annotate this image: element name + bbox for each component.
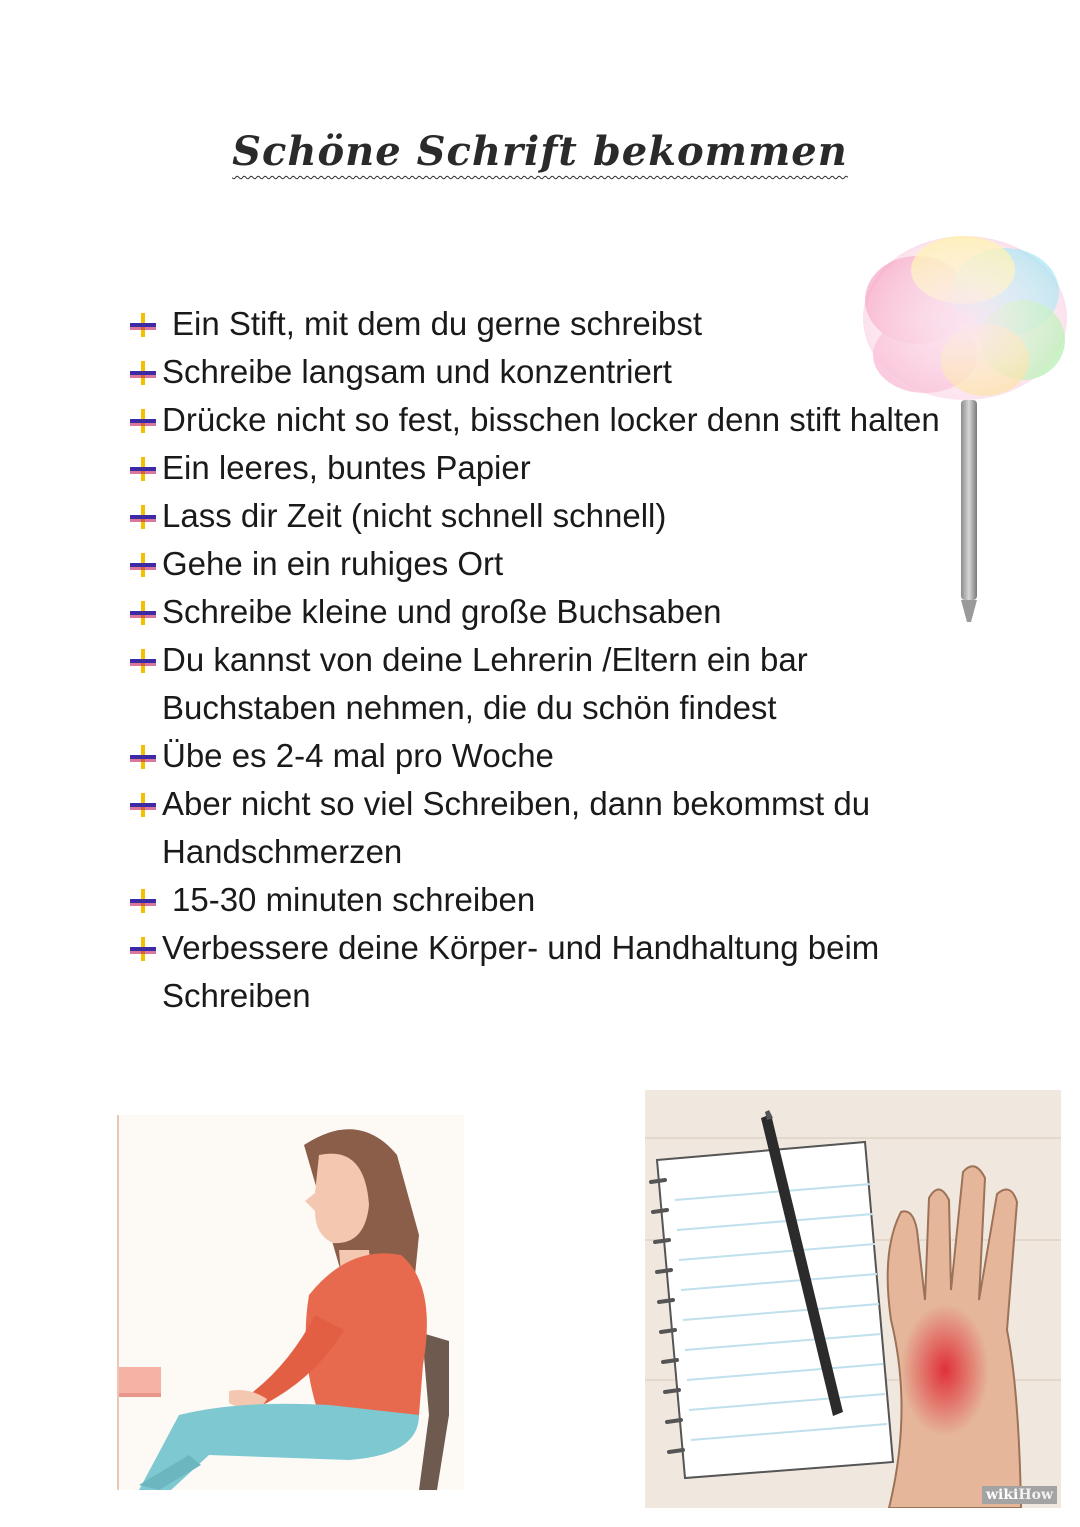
page-title: Schöne Schrift bekommen — [232, 128, 848, 175]
tip-text: Ein leeres, buntes Papier — [162, 449, 531, 486]
tip-text: Drücke nicht so fest, bisschen locker denn stift halten — [162, 401, 940, 438]
sitting-woman-icon — [119, 1115, 464, 1490]
tip-text: Lass dir Zeit (nicht schnell schnell) — [162, 497, 667, 534]
plus-cross-icon — [128, 455, 158, 483]
tip-item — [128, 636, 958, 732]
plus-cross-icon — [128, 503, 158, 531]
plus-cross-icon — [128, 647, 158, 675]
plus-cross-icon — [128, 551, 158, 579]
tip-text: Schreibe kleine und große Buchsaben — [162, 593, 722, 630]
tip-text: Aber nicht so viel Schreiben, dann bekommst du Handschmerzen — [162, 785, 871, 870]
tip-item — [128, 492, 958, 540]
tip-text: Verbessere deine Körper- und Handhaltung beim Schreiben — [162, 929, 880, 1014]
plus-cross-icon — [128, 791, 158, 819]
tip-text: Gehe in ein ruhiges Ort — [162, 545, 504, 582]
tips-list — [128, 300, 958, 1020]
tip-item — [128, 540, 958, 588]
plus-cross-icon — [128, 743, 158, 771]
tip-item — [128, 300, 958, 348]
fluffy-pen-icon — [845, 230, 1075, 630]
plus-cross-icon — [128, 935, 158, 963]
wrist-pain-illustration — [645, 1090, 1061, 1508]
tip-item — [128, 444, 958, 492]
tip-item — [128, 780, 958, 876]
wikihow-watermark: wikiHow — [982, 1486, 1057, 1504]
plus-cross-icon — [128, 311, 158, 339]
tip-item — [128, 396, 958, 444]
tip-item — [128, 348, 958, 396]
tip-item — [128, 588, 958, 636]
notebook-and-hand-icon — [645, 1090, 1061, 1508]
tip-item — [128, 876, 958, 924]
plus-cross-icon — [128, 359, 158, 387]
plus-cross-icon — [128, 887, 158, 915]
plus-cross-icon — [128, 407, 158, 435]
tip-item — [128, 924, 958, 1020]
posture-illustration — [117, 1115, 464, 1490]
plus-cross-icon — [128, 599, 158, 627]
tip-item — [128, 732, 958, 780]
tip-text: Ein Stift, mit dem du gerne schreibst — [172, 305, 703, 342]
tip-text: Übe es 2-4 mal pro Woche — [162, 737, 554, 774]
tip-text: 15-30 minuten schreiben — [172, 881, 536, 918]
tip-text: Schreibe langsam und konzentriert — [162, 353, 672, 390]
tip-text: Du kannst von deine Lehrerin /Eltern ein bar Buchstaben nehmen, die du schön findest — [162, 641, 808, 726]
